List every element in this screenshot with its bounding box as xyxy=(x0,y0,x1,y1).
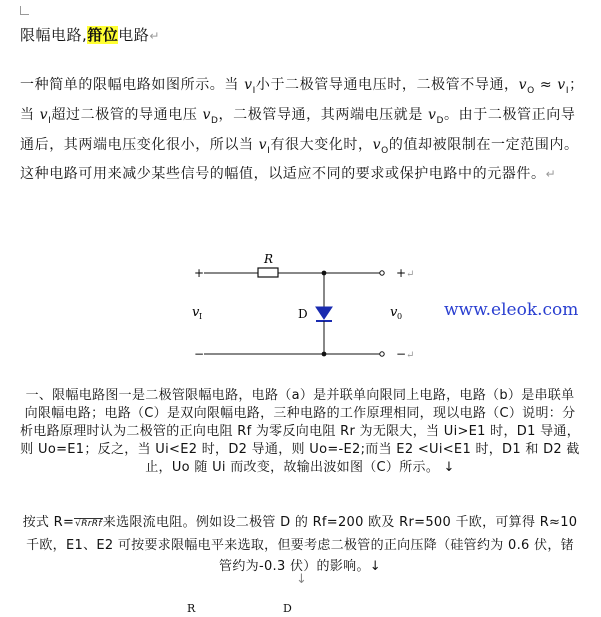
text-run: 。由于二极管正向导通后，其两端电压变化很小，所以当 xyxy=(20,106,576,153)
resistor-symbol xyxy=(258,268,278,277)
title-prefix: 限幅电路, xyxy=(20,26,88,44)
symbol-v: v xyxy=(244,77,253,93)
title-highlight: 箝位 xyxy=(87,26,119,44)
symbol-sub: O xyxy=(527,85,535,96)
symbol-v: v xyxy=(557,77,566,93)
return-mark: ↵ xyxy=(406,350,415,361)
limiter-circuit-diagram xyxy=(180,248,430,368)
symbol-v: v xyxy=(39,106,49,123)
site-watermark: www.eleok.com xyxy=(444,300,579,320)
symbol-sub: I xyxy=(252,85,256,96)
page-corner-mark xyxy=(20,6,29,15)
input-minus-sign: − xyxy=(194,347,205,361)
sqrt-expression: √RrRf xyxy=(75,519,102,529)
text-run: 的值却被限制在一定范围内。这种电路可用来减少某些信号的幅值，以适应不同的要求或保护电路中的元器件。 xyxy=(20,136,579,183)
bottom-label-r: R xyxy=(187,602,196,615)
intro-paragraph xyxy=(20,73,585,186)
output-plus-sign: + xyxy=(396,266,407,280)
input-plus-sign: + xyxy=(194,266,205,280)
page-title xyxy=(20,24,160,45)
return-mark: ↵ xyxy=(149,29,160,43)
symbol-v: v xyxy=(518,77,528,93)
symbol-sub: I xyxy=(267,145,271,156)
diode-symbol xyxy=(316,307,332,319)
output-minus-sign: − xyxy=(396,347,407,361)
limiter-explanation-paragraph: 一、限幅电路图一是二极管限幅电路，电路（a）是并联单向限同上电路，电路（b）是串联单向限幅电路；电路（C）是双向限幅电路，三种电路的工作原理相同，现以电路（C）说明：分析电路原理时认为二极管的正向电阻 Rf 为零反向电阻 Rr 为无限大，当 Ui>E1 时，D1 导通，则 Uo=E1；反之，当 Ui<E2 时，D2 导通，则 Uo=-E2;而当 E2 <Ui<E1 时，D1 和 D2 截止，Uo 随 Ui 而改变，故输出波如图（C）所示。 ↓ xyxy=(20,388,580,475)
sqrt-content: RrRf xyxy=(81,519,102,529)
output-terminal-top xyxy=(380,271,384,275)
text-run: 小于二极管导通电压时，二极管不导通， xyxy=(255,77,519,93)
resistor-selection-paragraph xyxy=(20,512,580,577)
symbol-sub: D xyxy=(211,115,219,126)
down-arrow-icon: ↓ xyxy=(296,572,307,587)
output-voltage-sub: 0 xyxy=(397,312,403,321)
return-mark: ↵ xyxy=(545,167,557,182)
resistor-label: R xyxy=(264,252,274,266)
text-run: ，二极管导通，其两端电压就是 xyxy=(218,106,428,123)
symbol-sub: D xyxy=(436,115,445,126)
symbol-v: v xyxy=(258,136,268,153)
symbol-v: v xyxy=(202,106,212,123)
text-run: ；当 xyxy=(20,77,584,123)
title-suffix: 电路 xyxy=(118,26,150,44)
text-run: 按式 R= xyxy=(22,515,75,530)
text-run: 有很大变化时， xyxy=(270,136,373,153)
return-mark: ↵ xyxy=(406,269,415,280)
text-run: 超过二极管的导通电压 xyxy=(51,106,203,123)
symbol-v: v xyxy=(428,106,437,123)
symbol-sub: O xyxy=(381,145,389,156)
symbol-sub: I xyxy=(565,85,570,96)
input-voltage-label: v xyxy=(192,305,200,320)
text-run: ≈ xyxy=(534,77,558,93)
symbol-sub: I xyxy=(48,115,52,126)
diode-label: D xyxy=(298,307,308,321)
symbol-v: v xyxy=(372,136,382,153)
output-terminal-bottom xyxy=(380,352,384,356)
input-voltage-sub: I xyxy=(199,312,203,321)
output-voltage-label: v xyxy=(390,305,398,320)
text-run: 一种简单的限幅电路如图所示。当 xyxy=(20,77,245,93)
bottom-label-d: D xyxy=(283,602,292,615)
text-run: 来选限流电阻。例如设二极管 D 的 Rf=200 欧及 Rr=500 千欧，可算得 R≈10 千欧，E1、E2 可按要求限幅电平来选取，但要考虑二极管的正向压降（硅管约为 0.6 伏，锗管约为-0.3 伏）的影响。↓ xyxy=(26,515,578,574)
